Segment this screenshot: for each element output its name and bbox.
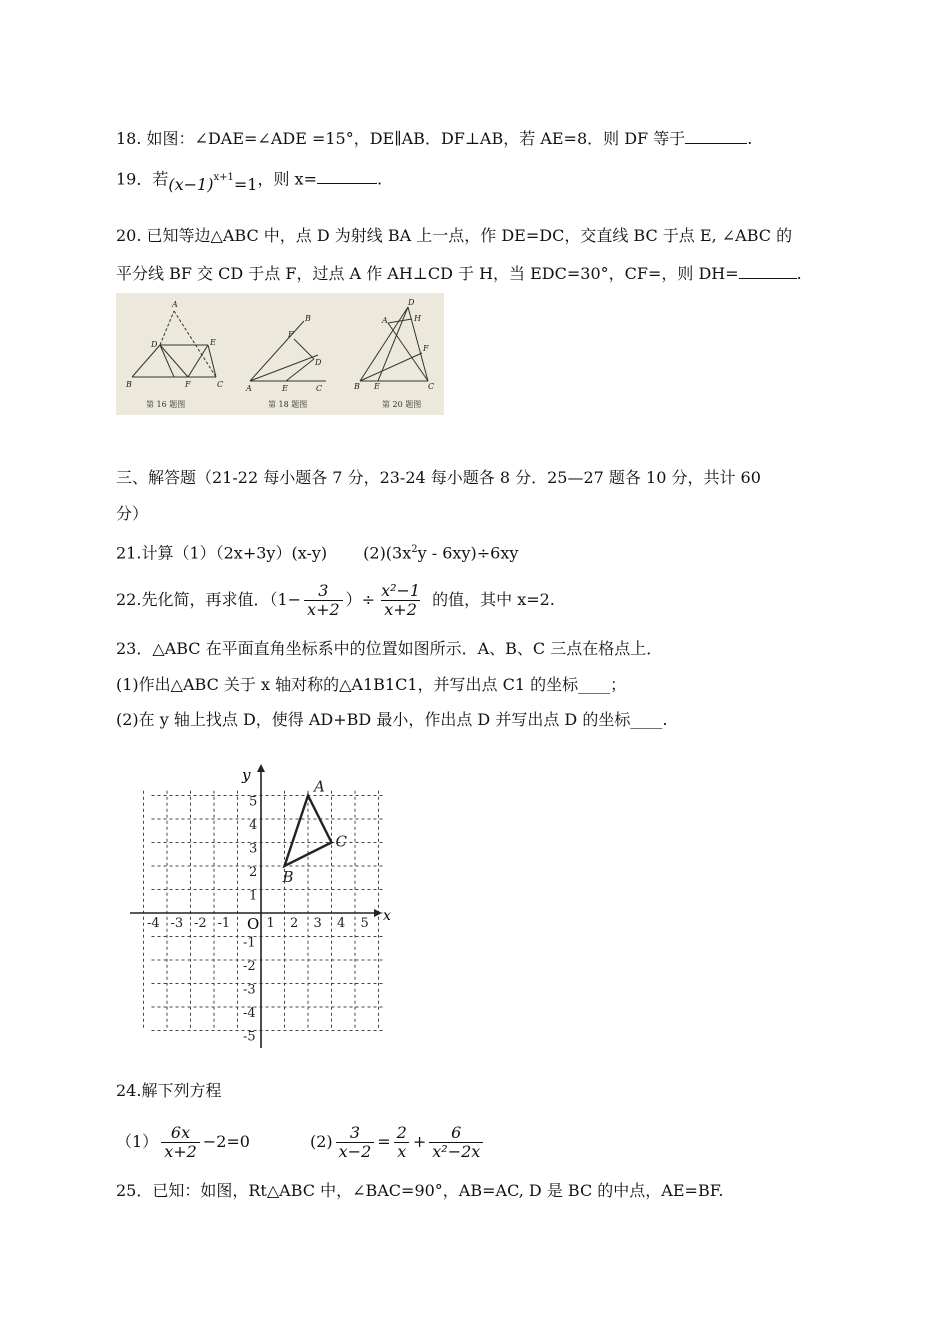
y-axis-arrow (257, 764, 265, 772)
x-tick-label: 4 (337, 916, 346, 931)
answer-blank (739, 264, 797, 279)
question-18 (116, 128, 752, 150)
origin-label: O (247, 915, 260, 933)
f16-label-e: E (210, 338, 216, 347)
x-tick-label: 1 (266, 916, 275, 931)
section-3-line1: 三、解答题（21-22 每小题各 7 分，23-24 每小题各 8 分．25—27 题各 10 分，共计 60 (116, 468, 761, 487)
y-tick-label: -2 (243, 959, 256, 974)
f18-caption: 第 18 题图 (268, 400, 308, 409)
q24-p2-fraction-2 (394, 1124, 410, 1161)
question-23-line3: (2)在 y 轴上找点 D，使得 AD+BD 最小，作出点 D 并写出点 D 的坐标____. (116, 710, 668, 729)
question-20-line2 (116, 263, 802, 285)
answer-blank (685, 129, 747, 144)
f18-label-d: D (315, 358, 322, 367)
f16-label-f: F (185, 380, 191, 389)
y-tick-label: -1 (243, 935, 256, 951)
y-tick-label: 5 (249, 794, 258, 810)
q18-tail: . (747, 129, 753, 148)
q24-p2-f1-den: x−2 (336, 1142, 375, 1161)
question-21 (116, 539, 518, 564)
q24-p2-plus: + (412, 1132, 427, 1151)
point-label-c: C (335, 832, 347, 851)
f18-label-f: F (288, 330, 294, 339)
q22-f2-den: x+2 (381, 600, 420, 619)
f20-caption: 第 20 题图 (382, 400, 422, 409)
q24-p1-rest: −2=0 (202, 1132, 250, 1151)
y-tick-label: -3 (243, 982, 256, 998)
y-tick-label: -5 (243, 1029, 256, 1045)
x-tick-label: 3 (313, 916, 322, 931)
f20-label-b: B (354, 382, 360, 391)
q22-mid: ）÷ (345, 590, 376, 609)
x-tick-label: -2 (194, 916, 207, 931)
f16-label-a: A (172, 300, 178, 309)
x-tick-label: 2 (290, 916, 299, 931)
f16-label-b: B (126, 380, 132, 389)
y-tick-label: 1 (249, 888, 258, 904)
photo-background (116, 293, 444, 415)
q22-fraction-1 (304, 582, 343, 619)
q22-f2-num: x²−1 (381, 581, 421, 600)
question-24-equations (116, 1120, 486, 1164)
x-tick-label: -1 (217, 916, 231, 931)
q24-p2-f2-den: x (394, 1142, 409, 1161)
answer-blank (317, 169, 377, 184)
q24-part2-label: (2) (309, 1132, 333, 1151)
y-tick-label: 2 (249, 865, 258, 880)
f20-label-d: D (408, 298, 415, 307)
question-23-line1: 23．△ABC 在平面直角坐标系中的位置如图所示．A、B、C 三点在格点上． (116, 639, 663, 658)
x-axis-arrow (374, 909, 382, 917)
question-25: 25．已知：如图，Rt△ABC 中，∠BAC=90°，AB=AC, D 是 BC 的中点，AE=BF. (116, 1181, 724, 1200)
q20-line2-text: 平分线 BF 交 CD 于点 F，过点 A 作 AH⊥CD 于 H，当 EDC=30°，CF=，则 DH= (116, 264, 739, 283)
triangle-abc (285, 796, 332, 867)
q22-pre: 22.先化简，再求值．（1− (116, 590, 302, 609)
q21-part2-sup: 2 (411, 544, 418, 555)
q22-f1-num: 3 (318, 581, 329, 600)
question-20-line1: 20. 已知等边△ABC 中，点 D 为射线 BA 上一点，作 DE=DC，交直线 BC 于点 E, ∠ABC 的 (116, 226, 793, 245)
q19-mid: ，则 x= (257, 169, 317, 189)
y-tick-label: 4 (249, 818, 258, 833)
f18-label-a: A (246, 384, 252, 393)
f20-label-e: E (374, 382, 380, 391)
question-23-line2: (1)作出△ABC 关于 x 轴对称的△A1B1C1，并写出点 C1 的坐标____； (116, 675, 627, 694)
f20-label-h: H (414, 314, 421, 323)
q21-part1: 21.计算（1）（2x+3y）(x-y) (116, 543, 328, 563)
question-19 (116, 165, 383, 195)
f20-label-a: A (382, 316, 388, 325)
y-tick-label: -4 (243, 1006, 256, 1021)
q24-part1-label: （1） (116, 1132, 159, 1151)
q18-text: 18. 如图：∠DAE=∠ADE =15°，DE∥AB．DF⊥AB，若 AE=8．则 DF 等于 (116, 129, 686, 148)
question-24-title: 24.解下列方程 (116, 1081, 222, 1100)
q22-post: 的值，其中 x=2. (432, 590, 555, 609)
x-tick-label: -4 (147, 916, 160, 931)
y-tick-label: 3 (249, 841, 258, 857)
q19-base: (x−1) (168, 175, 214, 195)
q19-exponent: x+1 (213, 172, 234, 183)
q24-p1-fraction (161, 1124, 200, 1161)
f16-caption: 第 16 题图 (146, 400, 186, 409)
q24-p2-fraction-1 (336, 1124, 375, 1161)
point-label-b: B (282, 868, 294, 886)
q24-p2-f3-den: x²−2x (429, 1142, 483, 1161)
section-3-line2: 分） (116, 504, 149, 523)
grid-lines (144, 791, 383, 1031)
q24-p1-den: x+2 (161, 1142, 200, 1161)
question-22 (116, 578, 555, 622)
q22-f1-den: x+2 (304, 600, 343, 619)
q21-part2-pre: (2)(3x (363, 543, 412, 563)
q24-p2-f2-num: 2 (396, 1123, 407, 1142)
y-axis-label: y (242, 766, 251, 784)
f20-label-f: F (423, 344, 429, 353)
f18-label-c: C (316, 384, 323, 393)
q21-part2-post: y - 6xy)÷6xy (417, 543, 519, 563)
f18-label-e: E (282, 384, 288, 393)
point-label-a: A (314, 777, 325, 796)
f16-label-c: C (217, 380, 224, 389)
q22-fraction-2 (378, 582, 423, 619)
q24-p2-fraction-3 (429, 1124, 483, 1161)
q19-prefix: 19．若 (116, 169, 169, 189)
q24-p2-f3-num: 6 (451, 1123, 462, 1142)
q19-rest: =1 (233, 175, 258, 195)
q20-tail: . (796, 264, 802, 283)
f16-label-d: D (151, 340, 158, 349)
coordinate-grid (130, 760, 400, 1050)
q24-p2-f1-num: 3 (349, 1123, 361, 1142)
x-tick-label: -3 (170, 916, 184, 931)
q24-p2-equals: = (377, 1132, 391, 1151)
f18-label-b: B (305, 314, 311, 323)
x-tick-label: 5 (360, 916, 369, 931)
q19-tail: . (376, 169, 383, 189)
x-axis-label: x (383, 908, 391, 924)
f20-label-c: C (428, 382, 435, 391)
figure-strip (116, 293, 444, 415)
q24-p1-num: 6x (170, 1123, 191, 1142)
